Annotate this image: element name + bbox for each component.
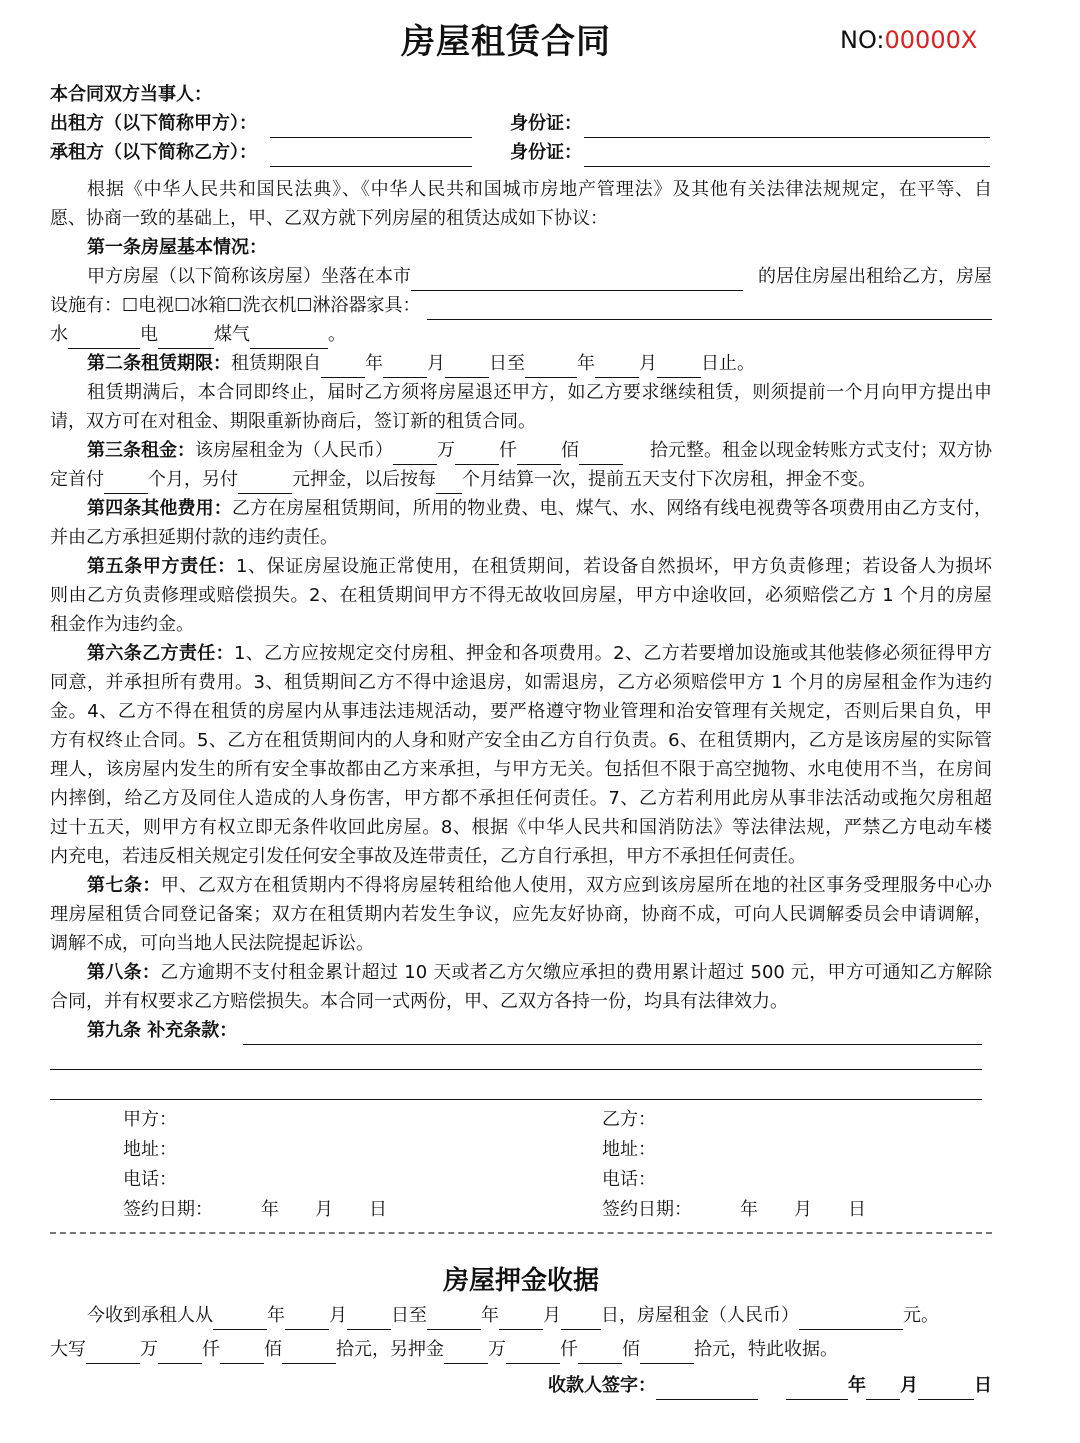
receipt-text: 今收到承租人从 — [87, 1305, 213, 1326]
gas-label: 煤气 — [214, 324, 250, 345]
article-6-line — [50, 639, 992, 668]
receipt-deposit-qian-field[interactable] — [506, 1342, 560, 1364]
parties-heading: 本合同双方当事人： — [50, 84, 212, 105]
party-a-address-label: 地址： — [123, 1139, 177, 1160]
rent-shi-field[interactable] — [579, 443, 623, 465]
lessor-name-field[interactable] — [270, 116, 472, 138]
payment-terms-row — [50, 465, 992, 494]
end-day-field[interactable] — [657, 356, 701, 378]
article-8-line: 合同，并有权要求乙方赔偿损失。本合同一式两份，甲、乙双方各持一份，均具有法律效力。 — [50, 991, 788, 1012]
first-payment-months-field[interactable] — [104, 472, 148, 494]
water-label: 水 — [50, 324, 68, 345]
party-b-label: 乙方： — [602, 1109, 656, 1130]
lease-term-row — [50, 349, 992, 378]
article-6-line: 内摔倒，给乙方及同住人造成的人身伤害，甲方都不承担任何责任。7、乙方若利用此房从事非法活动或拖欠房租超 — [50, 788, 992, 809]
receipt-end-month-field[interactable] — [499, 1308, 543, 1330]
payment-text: 个月结算一次，提前五天支付下次房租，押金不变。 — [462, 469, 876, 490]
receipt-title: 房屋押金收据 — [442, 1266, 599, 1296]
date-label: 签约日期： — [602, 1199, 692, 1220]
receipt-text: 月 — [543, 1305, 561, 1326]
article-6-line: 方有权终止合同。5、乙方在租赁期间内的人身和财产安全由乙方自行负责。6、在租赁期内，乙方是该房屋的实际管 — [50, 730, 992, 751]
receipt-text: 拾元，特此收据。 — [694, 1339, 838, 1360]
article-1-location-row — [50, 262, 992, 291]
deposit-amount-field[interactable] — [238, 472, 292, 494]
party-b-phone-label: 电话： — [602, 1169, 656, 1190]
receipt-text: 仟 — [560, 1339, 578, 1360]
article-2-line: 租赁期满后，本合同即终止，届时乙方须将房屋退还甲方，如乙方要求继续租赁，则须提前一个月向甲方提出申 — [87, 382, 992, 403]
receipt-text: 万 — [488, 1339, 506, 1360]
article-5-title: 第五条甲方责任： — [87, 556, 236, 577]
intro-line: 愿、协商一致的基础上，甲、乙双方就下列房屋的租赁达成如下协议： — [50, 208, 608, 229]
utilities-end: 。 — [328, 324, 346, 345]
article-5 — [50, 552, 992, 639]
article-6-line: 过十五天，则甲方有权立即无条件收回此房屋。8、根据《中华人民共和国消防法》等法律法规，严禁乙方电动车楼 — [50, 817, 992, 838]
article-6-line: 金。4、乙方不得在租赁的房屋内从事违法违规活动，要严格遵守物业管理和治安管理有关规定，否则后果自负，甲 — [50, 701, 992, 722]
date-label: 签约日期： — [123, 1199, 213, 1220]
article-5-line — [50, 552, 992, 581]
payee-label: 收款人签字： — [548, 1375, 656, 1396]
party-a-signature — [123, 1105, 387, 1225]
article-2 — [50, 349, 992, 436]
contract-number — [840, 26, 977, 54]
article-5-text: 1、保证房屋设施正常使用，在租赁期间，若设备自然损坏，甲方负责修理；若设备人为损坏 — [235, 556, 992, 577]
payee-signature-field[interactable] — [656, 1378, 758, 1400]
term-text: 租赁期限自 — [231, 353, 321, 374]
receipt-line-1 — [50, 1296, 992, 1330]
day-label: 日 — [369, 1199, 387, 1220]
term-text: 年 — [577, 353, 595, 374]
payee-day-field[interactable] — [918, 1378, 974, 1400]
article-3-title: 第三条租金： — [87, 440, 195, 461]
utilities-row — [50, 320, 992, 349]
receipt-text: 大写 — [50, 1339, 86, 1360]
receipt-deposit-wan-field[interactable] — [444, 1342, 488, 1364]
term-text: 月 — [427, 353, 445, 374]
electric-label: 电 — [140, 324, 158, 345]
party-a-label: 甲方： — [123, 1109, 177, 1130]
payee-month-field[interactable] — [866, 1378, 900, 1400]
article-4 — [50, 494, 992, 552]
rent-qian-field[interactable] — [455, 443, 499, 465]
facilities-row — [50, 291, 992, 320]
article-9-title: 第九条 补充条款： — [87, 1020, 238, 1041]
receipt-text: 月 — [329, 1305, 347, 1326]
start-day-field[interactable] — [445, 356, 489, 378]
year-label: 年 — [740, 1199, 758, 1220]
rent-text: 拾元整。租金以现金转账方式支付；双方协 — [650, 440, 992, 461]
payment-text: 定首付 — [50, 469, 104, 490]
location-prefix: 甲方房屋（以下简称该房屋）坐落在本市 — [87, 266, 411, 287]
payment-text: 元押金，以后按每 — [292, 469, 436, 490]
day-label: 日 — [848, 1199, 866, 1220]
receipt-deposit-shi-field[interactable] — [640, 1342, 694, 1364]
term-text: 日止。 — [701, 353, 755, 374]
article-7-text: 甲、乙双方在租赁期内不得将房屋转租给他人使用，双方应到该房屋所在地的社区事务受理服务中心办 — [160, 875, 992, 896]
article-7 — [50, 871, 992, 958]
receipt-deposit-bai-field[interactable] — [578, 1342, 622, 1364]
electric-field[interactable] — [158, 327, 214, 349]
receipt-rent-qian-field[interactable] — [158, 1342, 202, 1364]
article-7-line: 调解不成，可向当地人民法院提起诉讼。 — [50, 933, 374, 954]
receipt-rent-bai-field[interactable] — [220, 1342, 264, 1364]
intro-line: 根据《中华人民共和国民法典》、《中华人民共和国城市房地产管理法》及其他有关法律法规规定，在平等、自 — [87, 179, 992, 200]
supplement-line-3[interactable] — [50, 1099, 982, 1100]
receipt-text: 日，房屋租金（人民币） — [601, 1305, 799, 1326]
lessor-label: 出租方（以下简称甲方）： — [50, 113, 257, 134]
article-2-line: 请，双方可在对租金、期限重新协商后，签订新的租赁合同。 — [50, 411, 536, 432]
article-6-line: 理人，该房屋内发生的所有安全事故都由乙方来承担，与甲方无关。包括但不限于高空抛物、水电使用不当，在房间 — [50, 759, 992, 780]
lessee-label: 承租方（以下简称乙方）： — [50, 142, 257, 163]
contract-number-label: NO: — [840, 26, 885, 54]
lessee-id-field[interactable] — [584, 145, 990, 167]
rent-wan-field[interactable] — [393, 443, 437, 465]
contract-number-value: 00000X — [884, 26, 978, 54]
receipt-text: 佰 — [622, 1339, 640, 1360]
parties-section — [50, 80, 992, 167]
party-a-date-row — [123, 1195, 387, 1225]
party-b-signature — [602, 1105, 866, 1225]
settlement-months-field[interactable] — [436, 472, 462, 494]
party-a-phone-label: 电话： — [123, 1169, 177, 1190]
receipt-text: 年 — [481, 1305, 499, 1326]
article-8 — [50, 958, 992, 1016]
article-2-title: 第二条租赁期限： — [87, 353, 231, 374]
facilities-field[interactable] — [427, 298, 992, 320]
payee-year-label: 年 — [848, 1375, 866, 1396]
article-6-text: 1、乙方应按规定交付房租、押金和各项费用。2、乙方若要增加设施或其他装修必须征得甲方 — [233, 643, 992, 664]
receipt-rent-wan-field[interactable] — [86, 1342, 140, 1364]
article-6-line: 同意，并承担所有费用。3、租赁期间乙方不得中途退房，如需退房，乙方必须赔偿甲方 1 个月的房屋租金作为违约 — [50, 672, 992, 693]
article-1 — [50, 233, 992, 349]
article-5-line: 则由乙方负责修理或赔偿损失。2、在租赁期间甲方不得无故收回房屋，甲方中途收回，必须赔偿乙方 1 个月的房屋 — [50, 585, 992, 606]
article-5-line: 租金作为违约金。 — [50, 614, 194, 635]
supplement-line-2[interactable] — [50, 1069, 982, 1070]
party-b-address-label: 地址： — [602, 1139, 656, 1160]
payee-row — [50, 1364, 992, 1400]
article-7-title: 第七条： — [87, 875, 161, 896]
end-year-field[interactable] — [525, 356, 577, 378]
article-9 — [50, 1016, 992, 1045]
location-suffix: 的居住房屋出租给乙方，房屋 — [758, 266, 992, 287]
receipt-text: 仟 — [202, 1339, 220, 1360]
receipt-text: 元。 — [903, 1305, 939, 1326]
month-label: 月 — [315, 1199, 333, 1220]
receipt-line-2 — [50, 1330, 992, 1364]
article-4-title: 第四条其他费用： — [87, 498, 232, 519]
article-4-line — [50, 494, 992, 523]
intro-paragraph — [50, 175, 992, 233]
article-3 — [50, 436, 992, 494]
facilities-label: 设施有：☐电视☐冰箱☐洗衣机☐淋浴器家具： — [50, 295, 421, 316]
article-6 — [50, 639, 992, 871]
rent-text: 万 — [437, 440, 455, 461]
rent-text: 佰 — [561, 440, 579, 461]
receipt-end-year-field[interactable] — [427, 1308, 481, 1330]
receipt-start-day-field[interactable] — [347, 1308, 391, 1330]
lessor-row — [50, 109, 992, 138]
gas-field[interactable] — [250, 327, 328, 349]
rent-text: 该房屋租金为（人民币） — [195, 440, 393, 461]
start-month-field[interactable] — [383, 356, 427, 378]
lessee-name-field[interactable] — [270, 145, 472, 167]
receipt-text: 拾元，另押金 — [336, 1339, 444, 1360]
lessee-id-label: 身份证： — [510, 142, 582, 163]
article-4-line: 并由乙方承担延期付款的违约责任。 — [50, 527, 338, 548]
term-text: 月 — [639, 353, 657, 374]
article-1-title: 第一条房屋基本情况： — [87, 237, 267, 258]
receipt-body — [50, 1296, 992, 1400]
payee-year-field[interactable] — [786, 1378, 848, 1400]
article-8-text: 乙方逾期不支付租金累计超过 10 天或者乙方欠缴应承担的费用累计超过 500 元，甲方可通知乙方解除 — [160, 962, 992, 983]
article-6-title: 第六条乙方责任： — [87, 643, 234, 664]
cut-line-divider — [50, 1232, 992, 1234]
receipt-text: 佰 — [264, 1339, 282, 1360]
payee-day-label: 日 — [974, 1375, 992, 1396]
term-text: 日至 — [489, 353, 525, 374]
receipt-rent-amount-field[interactable] — [799, 1308, 903, 1330]
receipt-end-day-field[interactable] — [561, 1308, 601, 1330]
payee-month-label: 月 — [900, 1375, 918, 1396]
rent-amount-row — [50, 436, 992, 465]
term-text: 年 — [365, 353, 383, 374]
payment-text: 个月，另付 — [148, 469, 238, 490]
lessee-row — [50, 138, 992, 167]
article-7-line: 理房屋租赁合同登记备案；双方在租赁期内若发生争议，应先友好协商，协商不成，可向人民调解委员会申请调解， — [50, 904, 992, 925]
receipt-start-year-field[interactable] — [213, 1308, 267, 1330]
location-field[interactable] — [411, 269, 743, 291]
rent-bai-field[interactable] — [517, 443, 561, 465]
supplement-row — [50, 1016, 992, 1045]
year-label: 年 — [261, 1199, 279, 1220]
lessor-id-field[interactable] — [584, 116, 990, 138]
receipt-text: 万 — [140, 1339, 158, 1360]
article-6-line: 内充电，若违反相关规定引发任何安全事故及连带责任，乙方自行承担，甲方不承担任何责任。 — [50, 846, 806, 867]
article-8-title: 第八条： — [87, 962, 161, 983]
article-8-line — [50, 958, 992, 987]
receipt-text: 日至 — [391, 1305, 427, 1326]
receipt-text: 年 — [267, 1305, 285, 1326]
party-b-date-row — [602, 1195, 866, 1225]
article-4-text: 乙方在房屋租赁期间，所用的物业费、电、煤气、水、网络有线电视费等各项费用由乙方支付， — [231, 498, 992, 519]
start-year-field[interactable] — [321, 356, 365, 378]
article-7-line — [50, 871, 992, 900]
rent-text: 仟 — [499, 440, 517, 461]
receipt-start-month-field[interactable] — [285, 1308, 329, 1330]
page-title: 房屋租赁合同 — [401, 22, 611, 62]
receipt-rent-shi-field[interactable] — [282, 1342, 336, 1364]
month-label: 月 — [794, 1199, 812, 1220]
supplement-field[interactable] — [243, 1023, 982, 1045]
water-field[interactable] — [68, 327, 140, 349]
lessor-id-label: 身份证： — [510, 113, 582, 134]
end-month-field[interactable] — [595, 356, 639, 378]
